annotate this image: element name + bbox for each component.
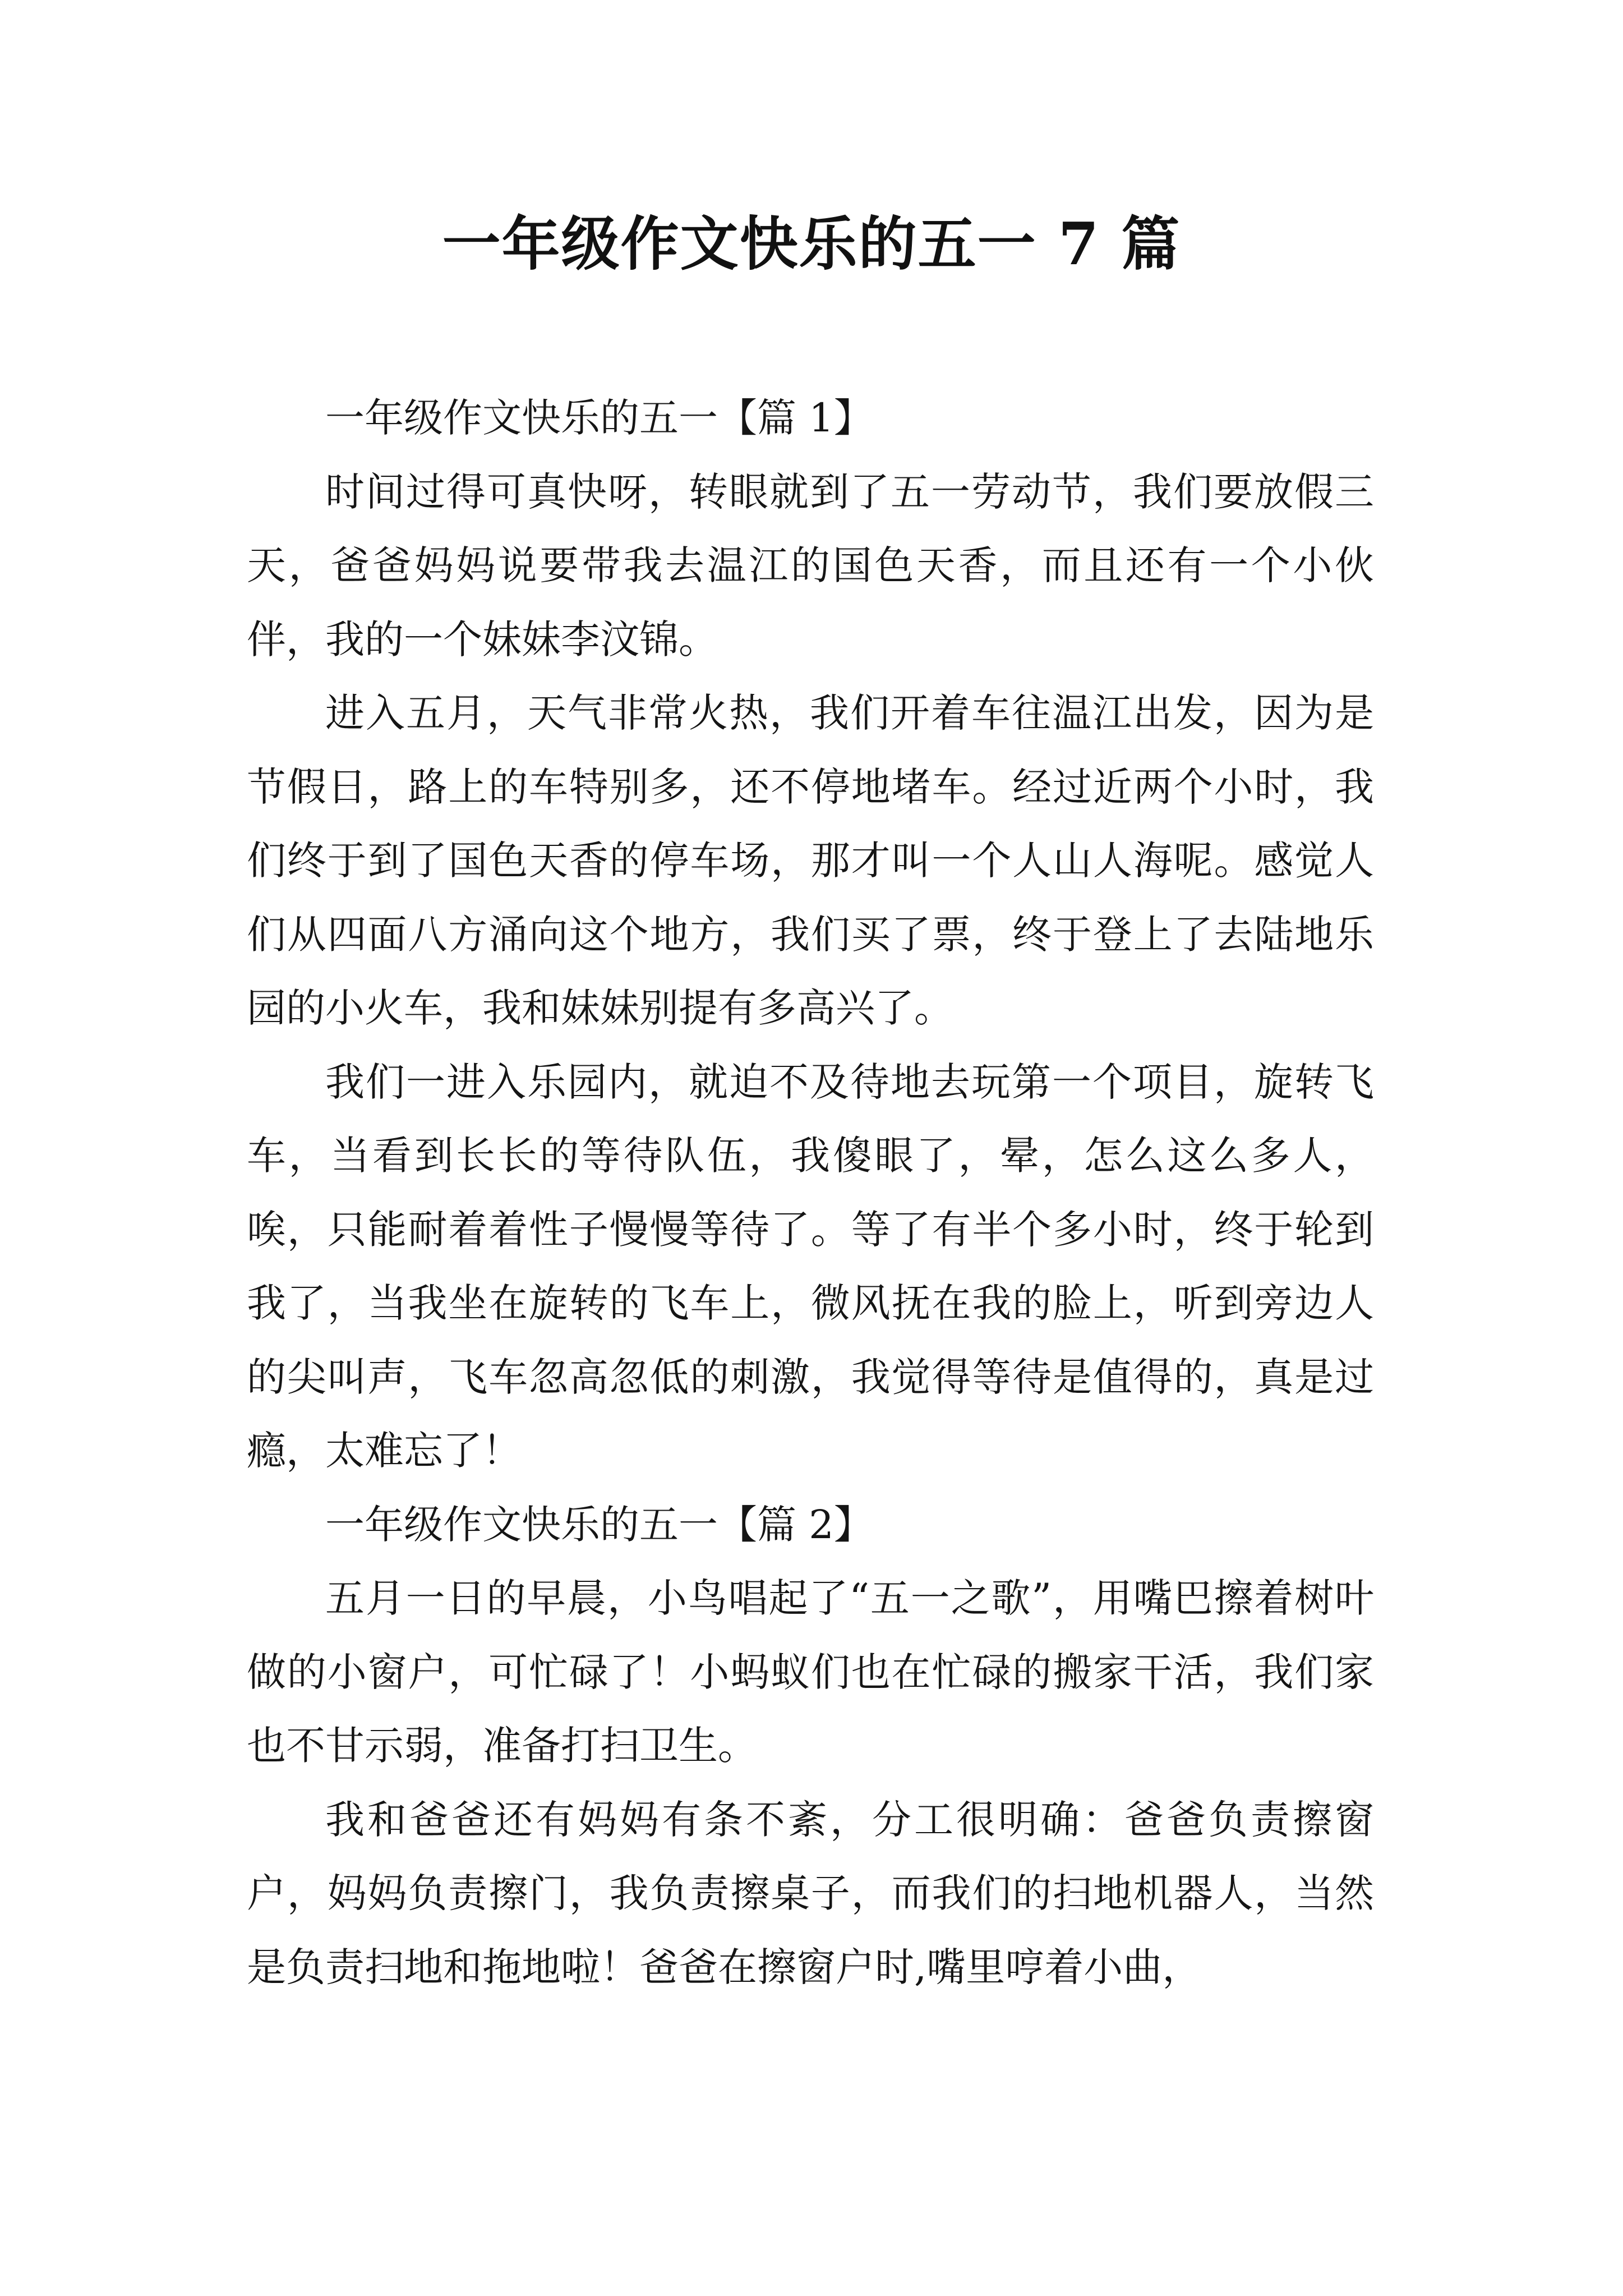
section-heading: 一年级作文快乐的五一【篇 1】	[325, 395, 873, 441]
paragraph: 五月一日的早晨，小鸟唱起了“五一之歌”，用嘴巴擦着树叶做的小窗户，可忙碌了！小蚂蚁们也在忙碌的搬家干活，我们家也不甘示弱，准备打扫卫生。	[247, 1575, 1374, 1769]
paragraph: 我和爸爸还有妈妈有条不紊，分工很明确：爸爸负责擦窗户，妈妈负责擦门，我负责擦桌子，而我们的扫地机器人，当然是负责扫地和拖地啦！爸爸在擦窗户时,嘴里哼着小曲，	[247, 1796, 1374, 1990]
document-body	[247, 381, 1374, 2004]
paragraph: 时间过得可真快呀，转眼就到了五一劳动节，我们要放假三天，爸爸妈妈说要带我去温江的国色天香，而且还有一个小伙伴，我的一个妹妹李汶锦。	[247, 468, 1374, 662]
paragraph: 我们一进入乐园内，就迫不及待地去玩第一个项目，旋转飞车，当看到长长的等待队伍，我傻眼了，晕，怎么这么多人，唉，只能耐着着性子慢慢等待了。等了有半个多小时，终于轮到我了，当我坐在旋转的飞车上，微风抚在我的脸上，听到旁边人的尖叫声，飞车忽高忽低的刺激，我觉得等待是值得的，真是过瘾，太难忘了！	[247, 1059, 1374, 1474]
section-heading: 一年级作文快乐的五一【篇 2】	[325, 1501, 873, 1548]
paragraph: 进入五月，天气非常火热，我们开着车往温江出发，因为是节假日，路上的车特别多，还不停地堵车。经过近两个小时，我们终于到了国色天香的停车场，那才叫一个人山人海呢。感觉人们从四面八方涌向这个地方，我们买了票，终于登上了去陆地乐园的小火车，我和妹妹别提有多高兴了。	[247, 690, 1374, 1031]
document-title: 一年级作文快乐的五一 7 篇	[442, 209, 1181, 278]
